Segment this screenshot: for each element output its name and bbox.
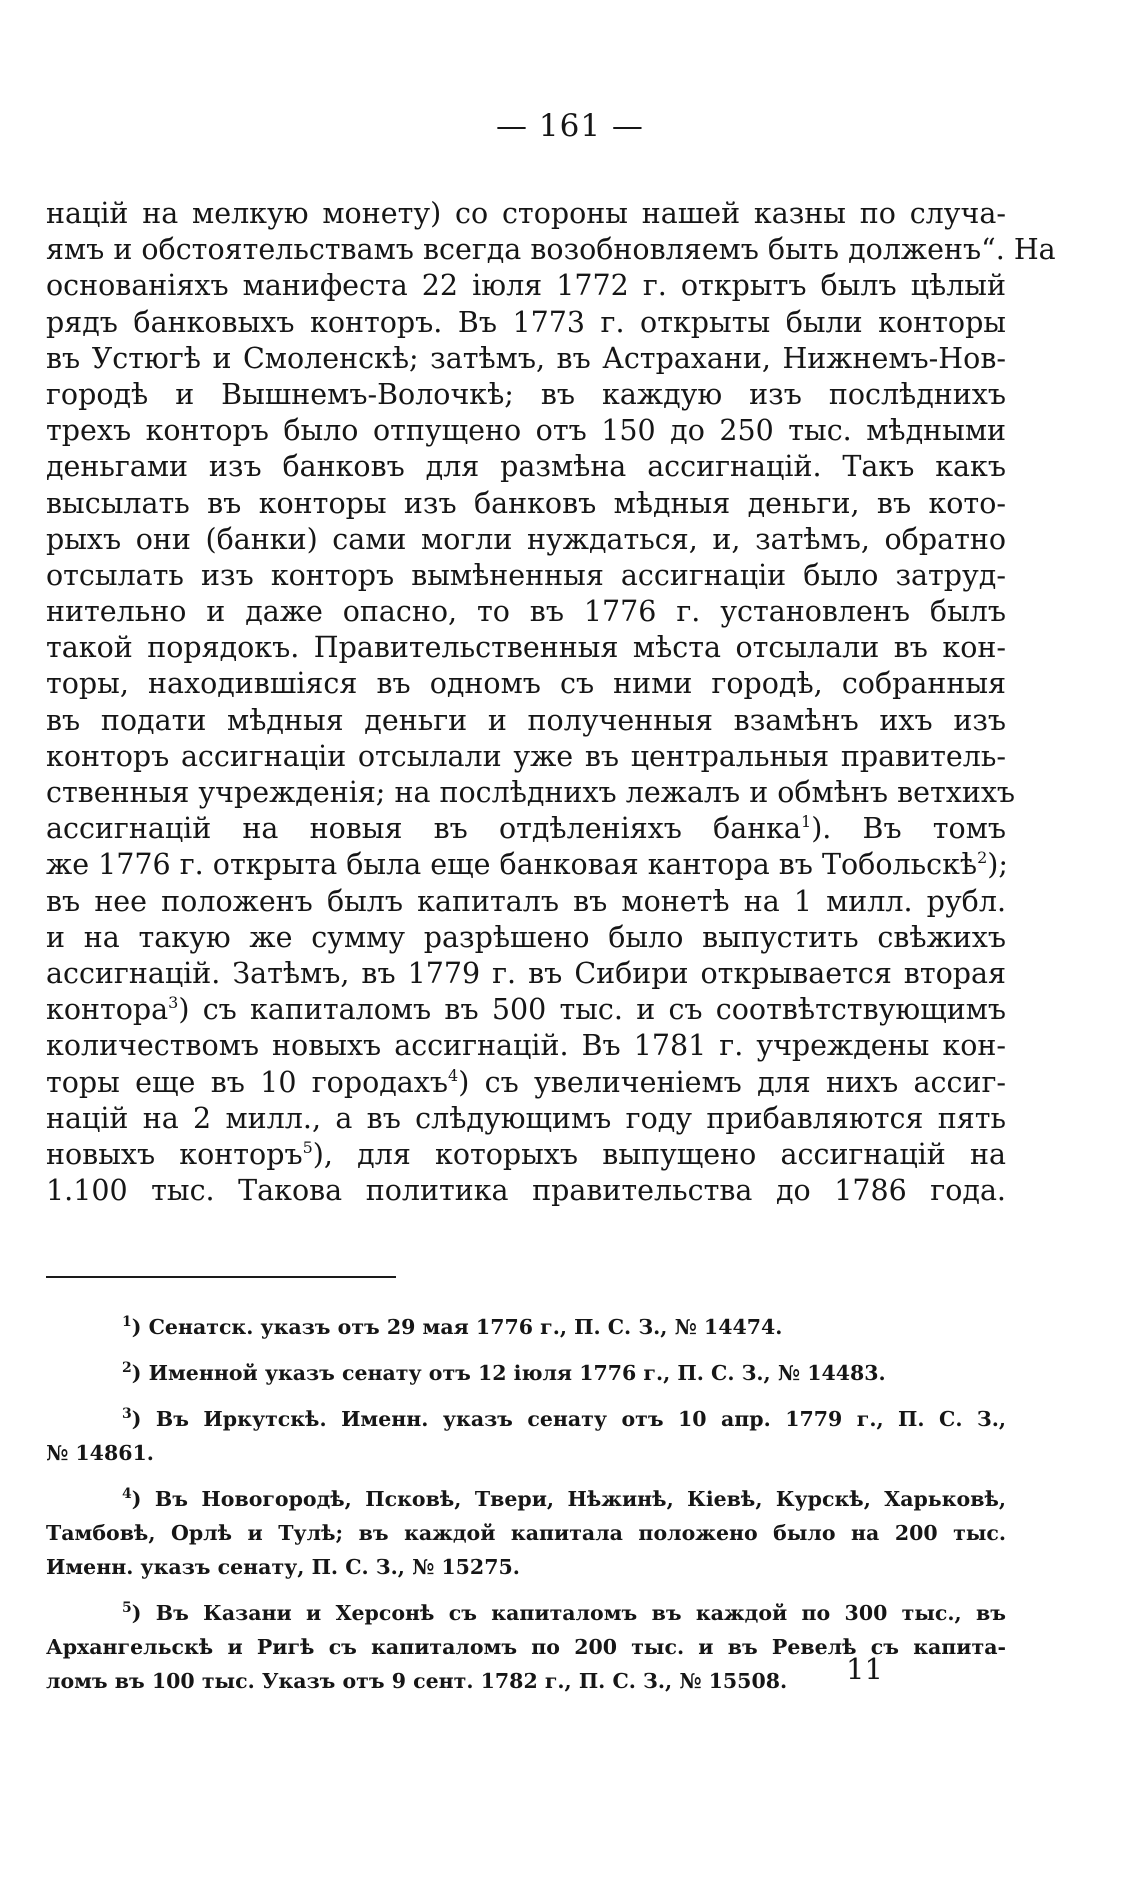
footnote-text: ломъ въ 100 тыс. Указъ отъ 9 сент. 1782 г., П. С. З., № 15508. — [46, 1669, 788, 1693]
text-line — [46, 847, 1006, 883]
footnote-line — [46, 1436, 1006, 1470]
footnote-paren: ) — [131, 1315, 149, 1339]
text-line — [46, 739, 1006, 775]
text-line-content: количествомъ новыхъ ассигнацій. Въ 1781 г. учреждены кон- — [46, 1029, 1006, 1063]
footnote — [46, 1356, 1006, 1390]
footnote-text: Сенатск. указъ отъ 29 мая 1776 г., П. С. З., № 14474. — [148, 1315, 783, 1339]
footnote-paren: ) — [131, 1487, 155, 1511]
text-line — [46, 1065, 1006, 1101]
text-line — [46, 594, 1006, 630]
footnote-text: № 14861. — [46, 1441, 154, 1465]
text-line-content: основаніяхъ манифеста 22 іюля 1772 г. открытъ былъ цѣлый — [46, 269, 1006, 303]
footnote-divider — [46, 1276, 396, 1278]
footnote-line — [46, 1482, 1006, 1516]
text-line-content: и на такую же сумму разрѣшено было выпустить свѣжихъ — [46, 920, 1006, 954]
footnote-text: Архангельскѣ и Ригѣ съ капиталомъ по 200 тыс. и въ Ревелѣ съ капита- — [46, 1635, 1006, 1659]
text-line — [46, 413, 1006, 449]
text-line-content: высылать въ конторы изъ банковъ мѣдныя деньги, въ кото- — [46, 486, 1006, 520]
text-line-continuation: ); — [987, 848, 1008, 882]
text-line-continuation: ) съ капиталомъ въ 500 тыс. и съ соотвѣтствующимъ — [178, 993, 1006, 1027]
text-line — [46, 775, 1016, 811]
text-line — [46, 1101, 1006, 1137]
footnote-marker: 3 — [122, 1406, 132, 1422]
footnote-line — [46, 1402, 1006, 1436]
footnote-line — [46, 1516, 1006, 1550]
text-line-content: 1.100 тыс. Такова политика правительства до 1786 года. — [46, 1174, 1006, 1208]
text-line — [46, 1028, 1006, 1064]
footnote-text: Въ Казани и Херсонѣ съ капиталомъ въ каждой по 300 тыс., въ — [155, 1601, 1006, 1625]
text-line-content: рыхъ они (банки) сами могли нуждаться, и, затѣмъ, обратно — [46, 522, 1006, 556]
footnotes — [46, 1310, 1006, 1710]
text-line-content: націй на 2 милл., а въ слѣдующимъ году прибавляются пять — [46, 1101, 1006, 1135]
text-line-content: въ нее положенъ былъ капиталъ въ монетѣ на 1 милл. рубл. — [46, 884, 1006, 918]
footnote-text: Тамбовѣ, Орлѣ и Тулѣ; въ каждой капитала положено было на 200 тыс. — [46, 1521, 1006, 1545]
footnote-marker: 5 — [122, 1600, 132, 1616]
text-line-content: ямъ и обстоятельствамъ всегда возобновляемъ быть долженъ“. На — [46, 233, 1056, 267]
text-line — [46, 630, 1006, 666]
text-line — [46, 920, 1006, 956]
footnote-reference: 2 — [977, 848, 988, 868]
text-line — [46, 703, 1006, 739]
text-line — [46, 1173, 1006, 1209]
footnote-line — [46, 1550, 1006, 1584]
footnote-marker: 1 — [122, 1314, 132, 1330]
footnote — [46, 1482, 1006, 1584]
printer-signature-mark: 11 — [846, 1652, 883, 1686]
footnote-paren: ) — [131, 1601, 156, 1625]
text-line — [46, 992, 1006, 1028]
page-number: — 161 — — [496, 108, 644, 144]
text-line — [46, 522, 1006, 558]
footnote-reference: 4 — [448, 1065, 459, 1085]
footnote-paren: ) — [131, 1407, 156, 1431]
footnote-paren: ) — [131, 1361, 149, 1385]
text-line-continuation: ) съ увеличеніемъ для нихъ ассиг- — [458, 1065, 1007, 1099]
text-line-content: новыхъ конторъ — [46, 1137, 303, 1171]
text-line-content: конторъ ассигнаціи отсылали уже въ центральныя правитель- — [46, 739, 1006, 773]
text-line — [46, 558, 1006, 594]
footnote-line — [46, 1310, 1006, 1344]
text-line-continuation: ). Въ томъ — [811, 812, 1006, 846]
footnote-line — [46, 1356, 1006, 1390]
text-line-content: городѣ и Вышнемъ-Волочкѣ; въ каждую изъ послѣднихъ — [46, 377, 1006, 411]
text-line — [46, 232, 1056, 268]
text-line-content: нительно и даже опасно, то въ 1776 г. установленъ былъ — [46, 595, 1006, 629]
main-text — [46, 196, 1056, 1209]
text-line-content: же 1776 г. открыта была еще банковая кантора въ Тобольскѣ — [46, 848, 978, 882]
text-line — [46, 341, 1006, 377]
text-line — [46, 486, 1006, 522]
text-line — [46, 1137, 1006, 1173]
text-line-content: ственныя учрежденія; на послѣднихъ лежалъ и обмѣнъ ветхихъ — [46, 776, 1016, 809]
text-line-content: такой порядокъ. Правительственныя мѣста отсылали въ кон- — [46, 631, 1006, 665]
footnote-marker: 2 — [122, 1360, 132, 1376]
text-line-continuation: ), для которыхъ выпущено ассигнацій на — [312, 1137, 1006, 1171]
footnote-reference: 5 — [302, 1137, 313, 1157]
text-line — [46, 666, 1006, 702]
text-line-content: деньгами изъ банковъ для размѣна ассигнацій. Такъ какъ — [46, 450, 1006, 484]
text-line — [46, 811, 1006, 847]
text-line — [46, 196, 1006, 232]
footnote-reference: 3 — [168, 993, 179, 1013]
text-line — [46, 268, 1006, 304]
text-line-content: трехъ конторъ было отпущено отъ 150 до 250 тыс. мѣдными — [46, 414, 1006, 448]
text-line-content: ассигнацій. Затѣмъ, въ 1779 г. въ Сибири открывается вторая — [46, 956, 1006, 990]
text-line — [46, 956, 1006, 992]
footnote-line — [46, 1596, 1006, 1630]
text-line-content: націй на мелкую монету) со стороны нашей казны по случа- — [46, 197, 1006, 230]
text-line-content: отсылать изъ конторъ вымѣненныя ассигнаціи было затруд- — [46, 558, 1006, 592]
footnote-marker: 4 — [122, 1486, 132, 1502]
text-line — [46, 305, 1006, 341]
text-line-content: торы еще въ 10 городахъ — [46, 1065, 448, 1099]
footnote-text: Именн. указъ сенату, П. С. З., № 15275. — [46, 1555, 520, 1579]
footnote — [46, 1402, 1006, 1470]
text-line-content: контора — [46, 993, 169, 1027]
text-line-content: въ подати мѣдныя деньги и полученныя взамѣнъ ихъ изъ — [46, 703, 1006, 737]
footnote-text: Въ Иркутскѣ. Именн. указъ сенату отъ 10 апр. 1779 г., П. С. З., — [155, 1407, 1006, 1431]
text-line-content: торы, находившіяся въ одномъ съ ними городѣ, собранныя — [46, 667, 1006, 701]
text-line-content: рядъ банковыхъ конторъ. Въ 1773 г. открыты были конторы — [46, 305, 1006, 339]
footnote-reference: 1 — [801, 812, 812, 832]
footnote — [46, 1310, 1006, 1344]
text-line — [46, 884, 1006, 920]
footnote-text: Въ Новогородѣ, Псковѣ, Твери, Нѣжинѣ, Кіевѣ, Курскѣ, Харьковѣ, — [154, 1487, 1006, 1511]
text-line — [46, 377, 1006, 413]
text-line — [46, 449, 1006, 485]
footnote-text: Именной указъ сенату отъ 12 іюля 1776 г., П. С. З., № 14483. — [148, 1361, 886, 1385]
text-line-content: ассигнацій на новыя въ отдѣленіяхъ банка — [46, 812, 801, 846]
text-line-content: въ Устюгѣ и Смоленскѣ; затѣмъ, въ Астрахани, Нижнемъ-Нов- — [46, 341, 1006, 375]
